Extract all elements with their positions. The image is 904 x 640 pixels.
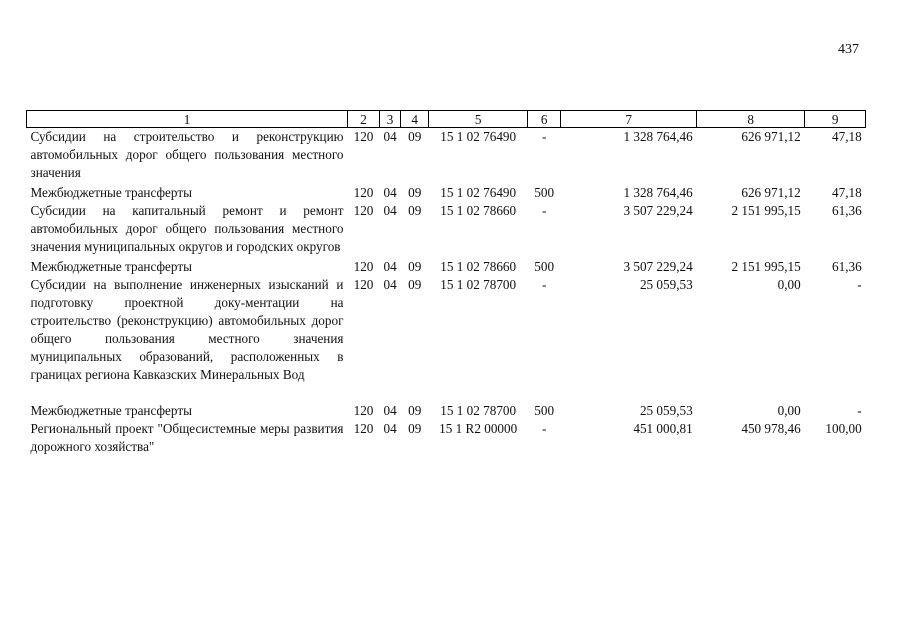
header-col-6: 6 xyxy=(528,111,561,128)
table-row xyxy=(27,128,866,183)
cell-planned-amount: 3 507 229,24 xyxy=(623,259,693,274)
cell-admin-code: 120 xyxy=(353,203,374,218)
cell-planned-amount: 1 328 764,46 xyxy=(623,185,693,200)
header-col-7: 7 xyxy=(561,111,697,128)
table-header-row xyxy=(27,111,866,128)
cell-execution-percent: 100,00 xyxy=(825,421,862,436)
cell-executed-amount: 0,00 xyxy=(777,277,801,292)
cell-executed-amount: 0,00 xyxy=(777,403,801,418)
cell-expense-type: 500 xyxy=(534,403,555,418)
cell-admin-code: 120 xyxy=(353,421,374,436)
cell-executed-amount: 626 971,12 xyxy=(741,185,801,200)
cell-expense-type: - xyxy=(541,129,547,144)
cell-executed-amount: 450 978,46 xyxy=(741,421,801,436)
table-row xyxy=(27,258,866,276)
row-name: Субсидии на капитальный ремонт и ремонт автомобильных дорог общего пользования местного значения муниципальных округов и городских округов xyxy=(30,203,344,254)
cell-section: 04 xyxy=(383,203,397,218)
header-col-9: 9 xyxy=(805,111,866,128)
cell-section: 04 xyxy=(383,259,397,274)
cell-subsection: 09 xyxy=(408,203,422,218)
cell-subsection: 09 xyxy=(408,403,422,418)
cell-subsection: 09 xyxy=(408,277,422,292)
cell-target-article: 15 1 02 78660 xyxy=(440,259,517,274)
table-row xyxy=(27,276,866,384)
cell-execution-percent: - xyxy=(857,277,862,292)
row-name: Межбюджетные трансферты xyxy=(30,403,192,418)
cell-executed-amount: 626 971,12 xyxy=(741,129,801,144)
header-col-8: 8 xyxy=(697,111,805,128)
cell-section: 04 xyxy=(383,185,397,200)
cell-expense-type: - xyxy=(541,203,547,218)
cell-subsection: 09 xyxy=(408,259,422,274)
cell-planned-amount: 1 328 764,46 xyxy=(623,129,693,144)
table-row xyxy=(27,402,866,420)
cell-target-article: 15 1 02 78660 xyxy=(440,203,517,218)
cell-subsection: 09 xyxy=(408,129,422,144)
cell-admin-code: 120 xyxy=(353,277,374,292)
cell-target-article: 15 1 02 78700 xyxy=(440,277,517,292)
cell-planned-amount: 3 507 229,24 xyxy=(623,203,693,218)
cell-target-article: 15 1 R2 00000 xyxy=(439,421,518,436)
cell-execution-percent: - xyxy=(857,403,862,418)
cell-admin-code: 120 xyxy=(353,185,374,200)
row-name: Субсидии на выполнение инженерных изысканий и подготовку проектной доку-ментации на строительство (реконструкцию) автомобильных дорог общего пользования местного значения муниципальных образований, расположенных в границах региона Кавказских Минеральных Вод xyxy=(30,277,344,382)
cell-section: 04 xyxy=(383,403,397,418)
header-col-1: 1 xyxy=(27,111,348,128)
cell-subsection: 09 xyxy=(408,421,422,436)
cell-admin-code: 120 xyxy=(353,259,374,274)
cell-expense-type: - xyxy=(541,421,547,436)
table-row xyxy=(27,184,866,202)
cell-section: 04 xyxy=(383,277,397,292)
table-row xyxy=(27,202,866,256)
cell-planned-amount: 451 000,81 xyxy=(633,421,693,436)
budget-table xyxy=(26,110,866,456)
cell-execution-percent: 47,18 xyxy=(832,185,862,200)
cell-section: 04 xyxy=(383,421,397,436)
cell-planned-amount: 25 059,53 xyxy=(639,277,693,292)
cell-section: 04 xyxy=(383,129,397,144)
cell-admin-code: 120 xyxy=(353,129,374,144)
cell-planned-amount: 25 059,53 xyxy=(639,403,693,418)
cell-admin-code: 120 xyxy=(353,403,374,418)
row-name: Субсидии на строительство и реконструкцию автомобильных дорог общего пользования местного значения xyxy=(30,129,344,180)
header-col-4: 4 xyxy=(401,111,429,128)
row-name: Межбюджетные трансферты xyxy=(30,259,192,274)
cell-executed-amount: 2 151 995,15 xyxy=(731,259,801,274)
row-name: Межбюджетные трансферты xyxy=(30,185,192,200)
header-col-2: 2 xyxy=(348,111,380,128)
header-col-3: 3 xyxy=(380,111,401,128)
cell-execution-percent: 61,36 xyxy=(832,203,862,218)
cell-expense-type: 500 xyxy=(534,185,555,200)
cell-subsection: 09 xyxy=(408,185,422,200)
table-row xyxy=(27,420,866,456)
row-name: Региональный проект "Общесистемные меры развития дорожного хозяйства" xyxy=(30,421,344,454)
cell-execution-percent: 61,36 xyxy=(832,259,862,274)
cell-target-article: 15 1 02 76490 xyxy=(440,129,517,144)
cell-target-article: 15 1 02 78700 xyxy=(440,403,517,418)
header-col-5: 5 xyxy=(429,111,528,128)
cell-expense-type: 500 xyxy=(534,259,555,274)
cell-expense-type: - xyxy=(541,277,547,292)
page-number: 437 xyxy=(838,42,859,57)
cell-execution-percent: 47,18 xyxy=(832,129,862,144)
cell-executed-amount: 2 151 995,15 xyxy=(731,203,801,218)
cell-target-article: 15 1 02 76490 xyxy=(440,185,517,200)
